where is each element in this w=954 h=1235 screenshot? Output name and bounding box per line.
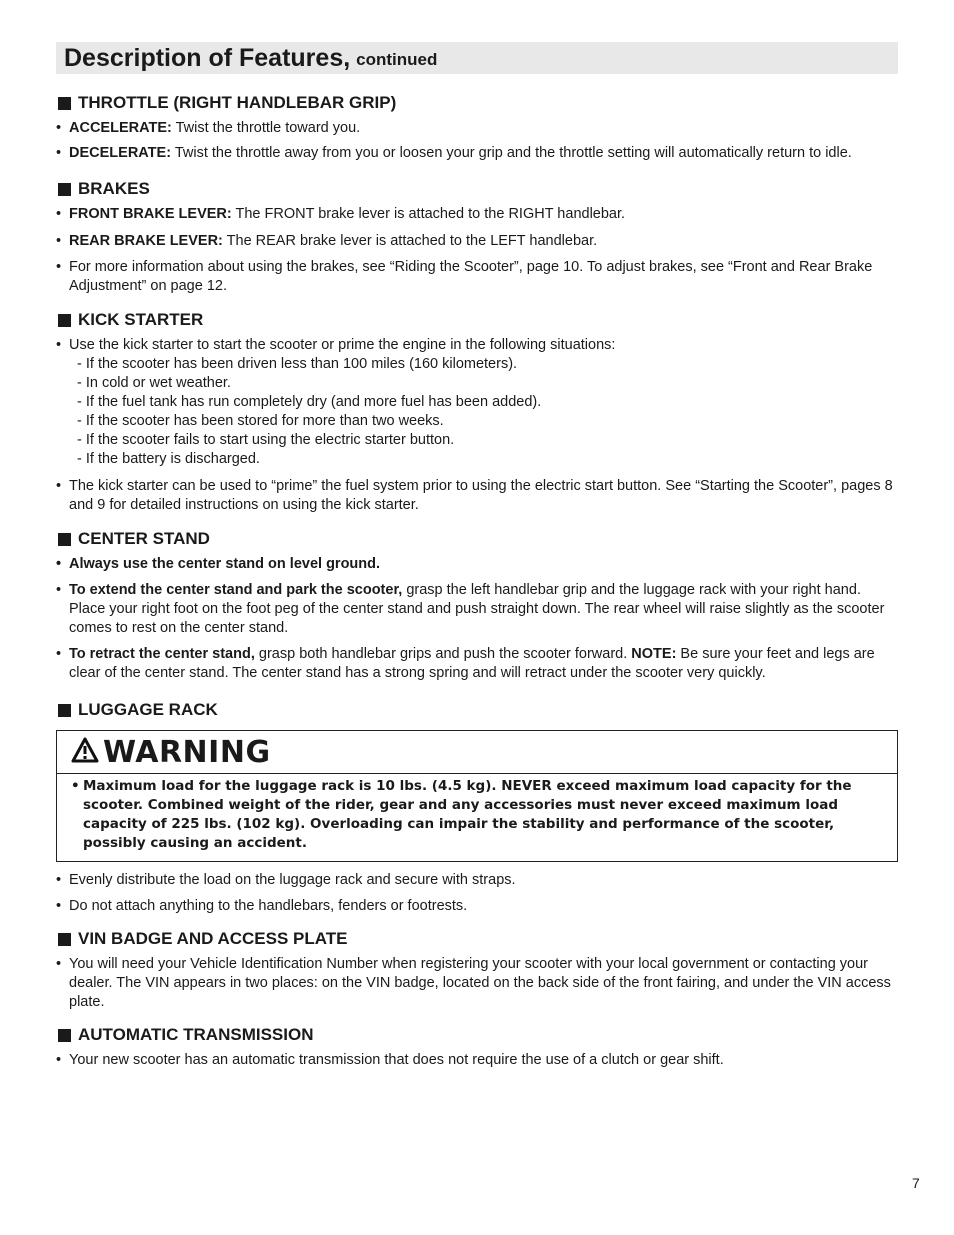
warning-box (56, 730, 898, 862)
list-item (56, 581, 898, 638)
sub-list-item: - If the fuel tank has run completely dry (and more fuel has been added). (77, 394, 542, 410)
section-heading-text: LUGGAGE RACK (78, 700, 218, 719)
list-item: • Use the kick starter to start the scooter or prime the engine in the following situations: (56, 336, 898, 355)
item-label: To retract the center stand, (69, 646, 255, 662)
list-item: • You will need your Vehicle Identification Number when registering your scooter with your local government or contacting your dealer. The VIN appears in two places: on the VIN badge, located on the back side of the front fairing, and under the VIN access plate. (56, 955, 898, 1012)
section-heading-vin (58, 929, 898, 949)
sub-list-item: - If the scooter has been driven less than 100 miles (160 kilometers). (77, 356, 518, 372)
list-item (56, 645, 898, 683)
list-item (56, 232, 898, 251)
list-item: • Evenly distribute the load on the luggage rack and secure with straps. (56, 871, 898, 890)
item-label: ACCELERATE: (69, 120, 172, 136)
square-bullet-icon (58, 97, 71, 110)
section-heading-text: CENTER STAND (78, 529, 210, 548)
warning-body (57, 774, 897, 861)
sub-list-item: - If the scooter has been stored for more than two weeks. (77, 413, 444, 429)
warning-triangle-icon (71, 737, 99, 768)
section-heading-text: KICK STARTER (78, 310, 204, 329)
list-item (56, 144, 898, 163)
sub-list-item: - If the battery is discharged. (77, 451, 260, 467)
warning-header (57, 731, 897, 774)
warning-title: WARNING (103, 734, 271, 770)
section-heading-throttle (58, 93, 898, 113)
section-heading-text: AUTOMATIC TRANSMISSION (78, 1025, 314, 1044)
square-bullet-icon (58, 533, 71, 546)
square-bullet-icon (58, 704, 71, 717)
item-label: DECELERATE: (69, 145, 172, 161)
note-label: NOTE: (631, 646, 677, 662)
note-text: Be sure your feet and legs are clear of the center stand. The center stand has a strong spring and will retract under the scooter very quickly. (69, 646, 875, 681)
item-text: Twist the throttle away from you or loosen your grip and the throttle setting will automatically return to idle. (171, 145, 852, 161)
section-heading-text: VIN BADGE AND ACCESS PLATE (78, 929, 348, 948)
item-label: REAR BRAKE LEVER: (69, 233, 223, 249)
item-label: To extend the center stand and park the scooter, (69, 582, 403, 598)
section-heading-kick-starter (58, 310, 898, 330)
list-item: • Always use the center stand on level ground. (56, 555, 898, 574)
list-item: • Your new scooter has an automatic transmission that does not require the use of a clutch or gear shift. (56, 1051, 898, 1070)
item-text: grasp both handlebar grips and push the scooter forward. (254, 646, 632, 662)
list-item: • Do not attach anything to the handlebars, fenders or footrests. (56, 897, 898, 916)
section-heading-text: THROTTLE (RIGHT HANDLEBAR GRIP) (78, 93, 397, 112)
section-heading-center-stand (58, 529, 898, 549)
page-title: Description of Features, (64, 43, 351, 72)
item-text: The REAR brake lever is attached to the LEFT handlebar. (222, 233, 598, 249)
item-text: The FRONT brake lever is attached to the RIGHT handlebar. (231, 206, 626, 222)
page-number: 7 (912, 1175, 920, 1191)
square-bullet-icon (58, 933, 71, 946)
section-heading-transmission (58, 1025, 898, 1045)
section-heading-luggage-rack (58, 700, 898, 720)
section-heading-text: BRAKES (78, 179, 150, 198)
item-text: grasp the left handlebar grip and the luggage rack with your right hand. Place your right foot on the foot peg of the center stand and push straight down. The rear wheel will raise slightly as the scooter comes to rest on the center stand. (69, 582, 885, 636)
square-bullet-icon (58, 183, 71, 196)
list-item: • For more information about using the brakes, see “Riding the Scooter”, page 10. To adjust brakes, see “Front and Rear Brake Adjustment” on page 12. (56, 258, 898, 296)
item-label: FRONT BRAKE LEVER: (69, 206, 232, 222)
page-subtitle: continued (356, 50, 438, 69)
manual-page (56, 42, 898, 1070)
warning-text: • Maximum load for the luggage rack is 10 lbs. (4.5 kg). NEVER exceed maximum load capacity for the scooter. Combined weight of the rider, gear and any accessories must never exceed maximum load capacity of 225 lbs. (102 kg). Overloading can impair the stability and performance of the scooter, possibly causing an accident. (71, 777, 867, 853)
page-title-bar (56, 42, 898, 74)
section-heading-brakes (58, 179, 898, 199)
sub-list-item: - If the scooter fails to start using the electric starter button. (77, 432, 455, 448)
square-bullet-icon (58, 314, 71, 327)
item-text: Twist the throttle toward you. (171, 120, 361, 136)
list-item (56, 119, 898, 138)
square-bullet-icon (58, 1029, 71, 1042)
sub-list-item: - In cold or wet weather. (77, 375, 231, 391)
list-item (56, 205, 898, 224)
list-item: • The kick starter can be used to “prime” the fuel system prior to using the electric start button. See “Starting the Scooter”, pages 8 and 9 for detailed instructions on using the kick starter. (56, 477, 898, 515)
